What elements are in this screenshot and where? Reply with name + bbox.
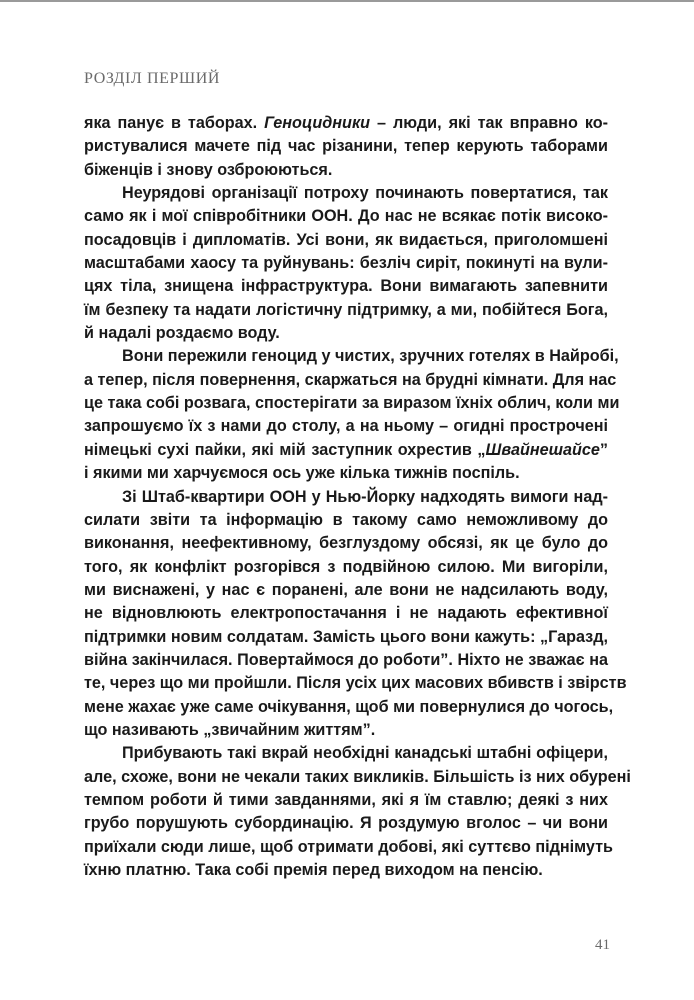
text-line: запрошуємо їх з нами до столу, а на ньому – огидні прострочені xyxy=(84,417,608,436)
text-run: ” xyxy=(599,440,608,459)
text-line: Прибувають такі вкрай необхідні канадські штабні офіцери, xyxy=(122,744,608,763)
text-line: Вони пережили геноцид у чистих, зручних готелях в Найробі, xyxy=(122,347,619,366)
text-line: але, схоже, вони не чекали таких викликів. Більшість із них обурені xyxy=(84,767,631,786)
text-line: це така собі розвага, спостерігати за виразом їхніх облич, коли ми xyxy=(84,394,620,413)
text-line: біженців і знову озброюються. xyxy=(84,160,333,179)
text-line: виконання, неефективному, безглуздому обсязі, як це було до xyxy=(84,534,608,553)
text-line: підтримки новим солдатам. Замість цього вони кажуть: „Гаразд, xyxy=(84,627,608,646)
text-line: що називають „звичайним життям”. xyxy=(84,720,376,739)
text-line: те, через що ми пройшли. Після усіх цих масових вбивств і звірств xyxy=(84,674,627,693)
text-line: їм безпеку та надати логістичну підтримку, а ми, побійтеся Бога, xyxy=(84,300,608,319)
text-line: само як і мої співробітники ООН. До нас не всякає потік високо- xyxy=(84,207,608,226)
page-number: 41 xyxy=(595,937,610,953)
top-rule xyxy=(0,0,694,2)
text-line: масштабами хаосу та руйнувань: безліч сиріт, покинуті на вули- xyxy=(84,254,608,273)
text-line xyxy=(84,112,608,135)
text-line: силати звіти та інформацію в такому само неможливому до xyxy=(84,510,608,529)
text-line: й надалі роздаємо воду. xyxy=(84,324,280,343)
text-line: Неурядові організації потроху починають повертатися, так xyxy=(122,184,608,203)
text-run: німецькі сухі пайки, які мій заступник охрестив „ xyxy=(84,440,486,459)
text-line: темпом роботи й тими завданнями, які я їм ставлю; деякі з них xyxy=(84,790,608,809)
chapter-header: РОЗДІЛ ПЕРШИЙ xyxy=(84,70,221,87)
text-line xyxy=(84,439,608,462)
text-line: цях тіла, знищена інфраструктура. Вони вимагають запевнити xyxy=(84,277,608,296)
text-line: того, як конфлікт розгорівся з подвійною силою. Ми вигоріли, xyxy=(84,557,608,576)
italic-term: Геноцидники xyxy=(264,114,371,132)
text-line: їхню платню. Така собі премія перед виходом на пенсію. xyxy=(84,861,543,879)
text-line: Зі Штаб-квартири ООН у Нью-Йорку надходять вимоги над- xyxy=(122,487,608,506)
text-line: війна закінчилася. Повертаймося до роботи”. Ніхто не зважає на xyxy=(84,650,608,669)
text-line: не відновлюють електропостачання і не надають ефективної xyxy=(84,604,608,623)
text-line: грубо порушують субординацію. Я роздумую вголос – чи вони xyxy=(84,814,608,833)
body-text xyxy=(84,112,631,882)
text-line: а тепер, після повернення, скаржаться на брудні кімнати. Для нас xyxy=(84,370,617,389)
italic-term: Швайнешайсе xyxy=(485,440,600,459)
text-line: і якими ми харчуємося ось уже кілька тижнів поспіль. xyxy=(84,464,520,483)
text-line: приїхали сюди лише, щоб отримати добові, які суттєво піднімуть xyxy=(84,837,614,856)
text-line: ристувалися мачете під час різанини, тепер керують таборами xyxy=(84,137,608,156)
text-line: ми виснажені, у нас є поранені, але вони не надсилають воду, xyxy=(84,580,608,599)
text-run: яка панує в таборах. xyxy=(84,114,265,132)
text-run: – люди, які так вправно ко- xyxy=(370,114,608,132)
text-line: мене жахає уже саме очікування, щоб ми повернулися до чогось, xyxy=(84,697,614,716)
text-line: посадовців і дипломатів. Усі вони, як видається, приголомшені xyxy=(84,230,608,249)
